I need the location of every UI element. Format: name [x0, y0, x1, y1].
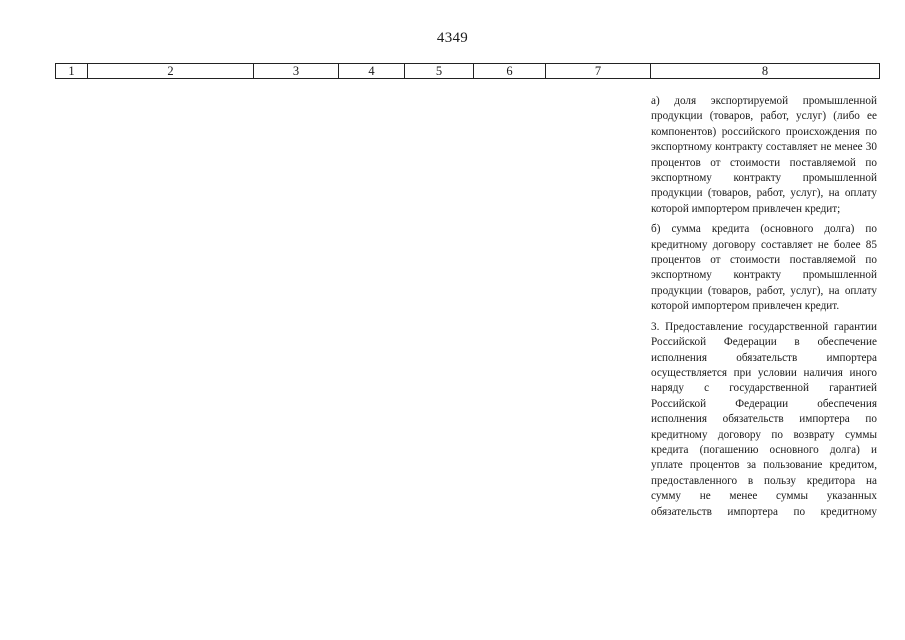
page-number: 4349 [436, 30, 469, 46]
column-number-cell: 4 [339, 64, 405, 79]
column-number-table [55, 63, 880, 79]
column-number-cell: 7 [546, 64, 651, 79]
column-number-cell: 3 [254, 64, 339, 79]
column-8-text [651, 94, 877, 525]
column-number-cell: 8 [651, 64, 880, 79]
paragraph-b: б) сумма кредита (основного долга) по кредитному договору составляет не более 85 процентов от стоимости поставляемой по экспортному контракту промышленной продукции (товаров, работ, услуг), на оплату которой импортером привлечен кредит. [651, 223, 877, 313]
column-number-cell: 5 [405, 64, 474, 79]
column-number-cell: 2 [88, 64, 254, 79]
paragraph-a: а) доля экспортируемой промышленной продукции (товаров, работ, услуг) (либо ее компонентов) российского происхождения по экспортному контракту составляет не менее 30 процентов от стоимости поставляемой по экспортному контракту промышленной продукции (товаров, работ, услуг), на оплату которой импортером привлечен кредит; [651, 95, 877, 215]
column-number-cell: 1 [56, 64, 88, 79]
column-number-cell: 6 [474, 64, 546, 79]
column-number-row [56, 64, 880, 79]
paragraph-3: 3. Предоставление государственной гарантии Российской Федерации в обеспечение исполнения обязательств импортера осуществляется при условии наличия иного наряду с государственной гарантией Российской Федерации обеспечения исполнения обязательств импортера по кредитному договору по возврату суммы кредита (погашению основного долга) и уплате процентов за пользование кредитом, предоставленного в пользу кредитора на сумму не менее суммы указанных обязательств импортера по кредитному [651, 320, 877, 518]
